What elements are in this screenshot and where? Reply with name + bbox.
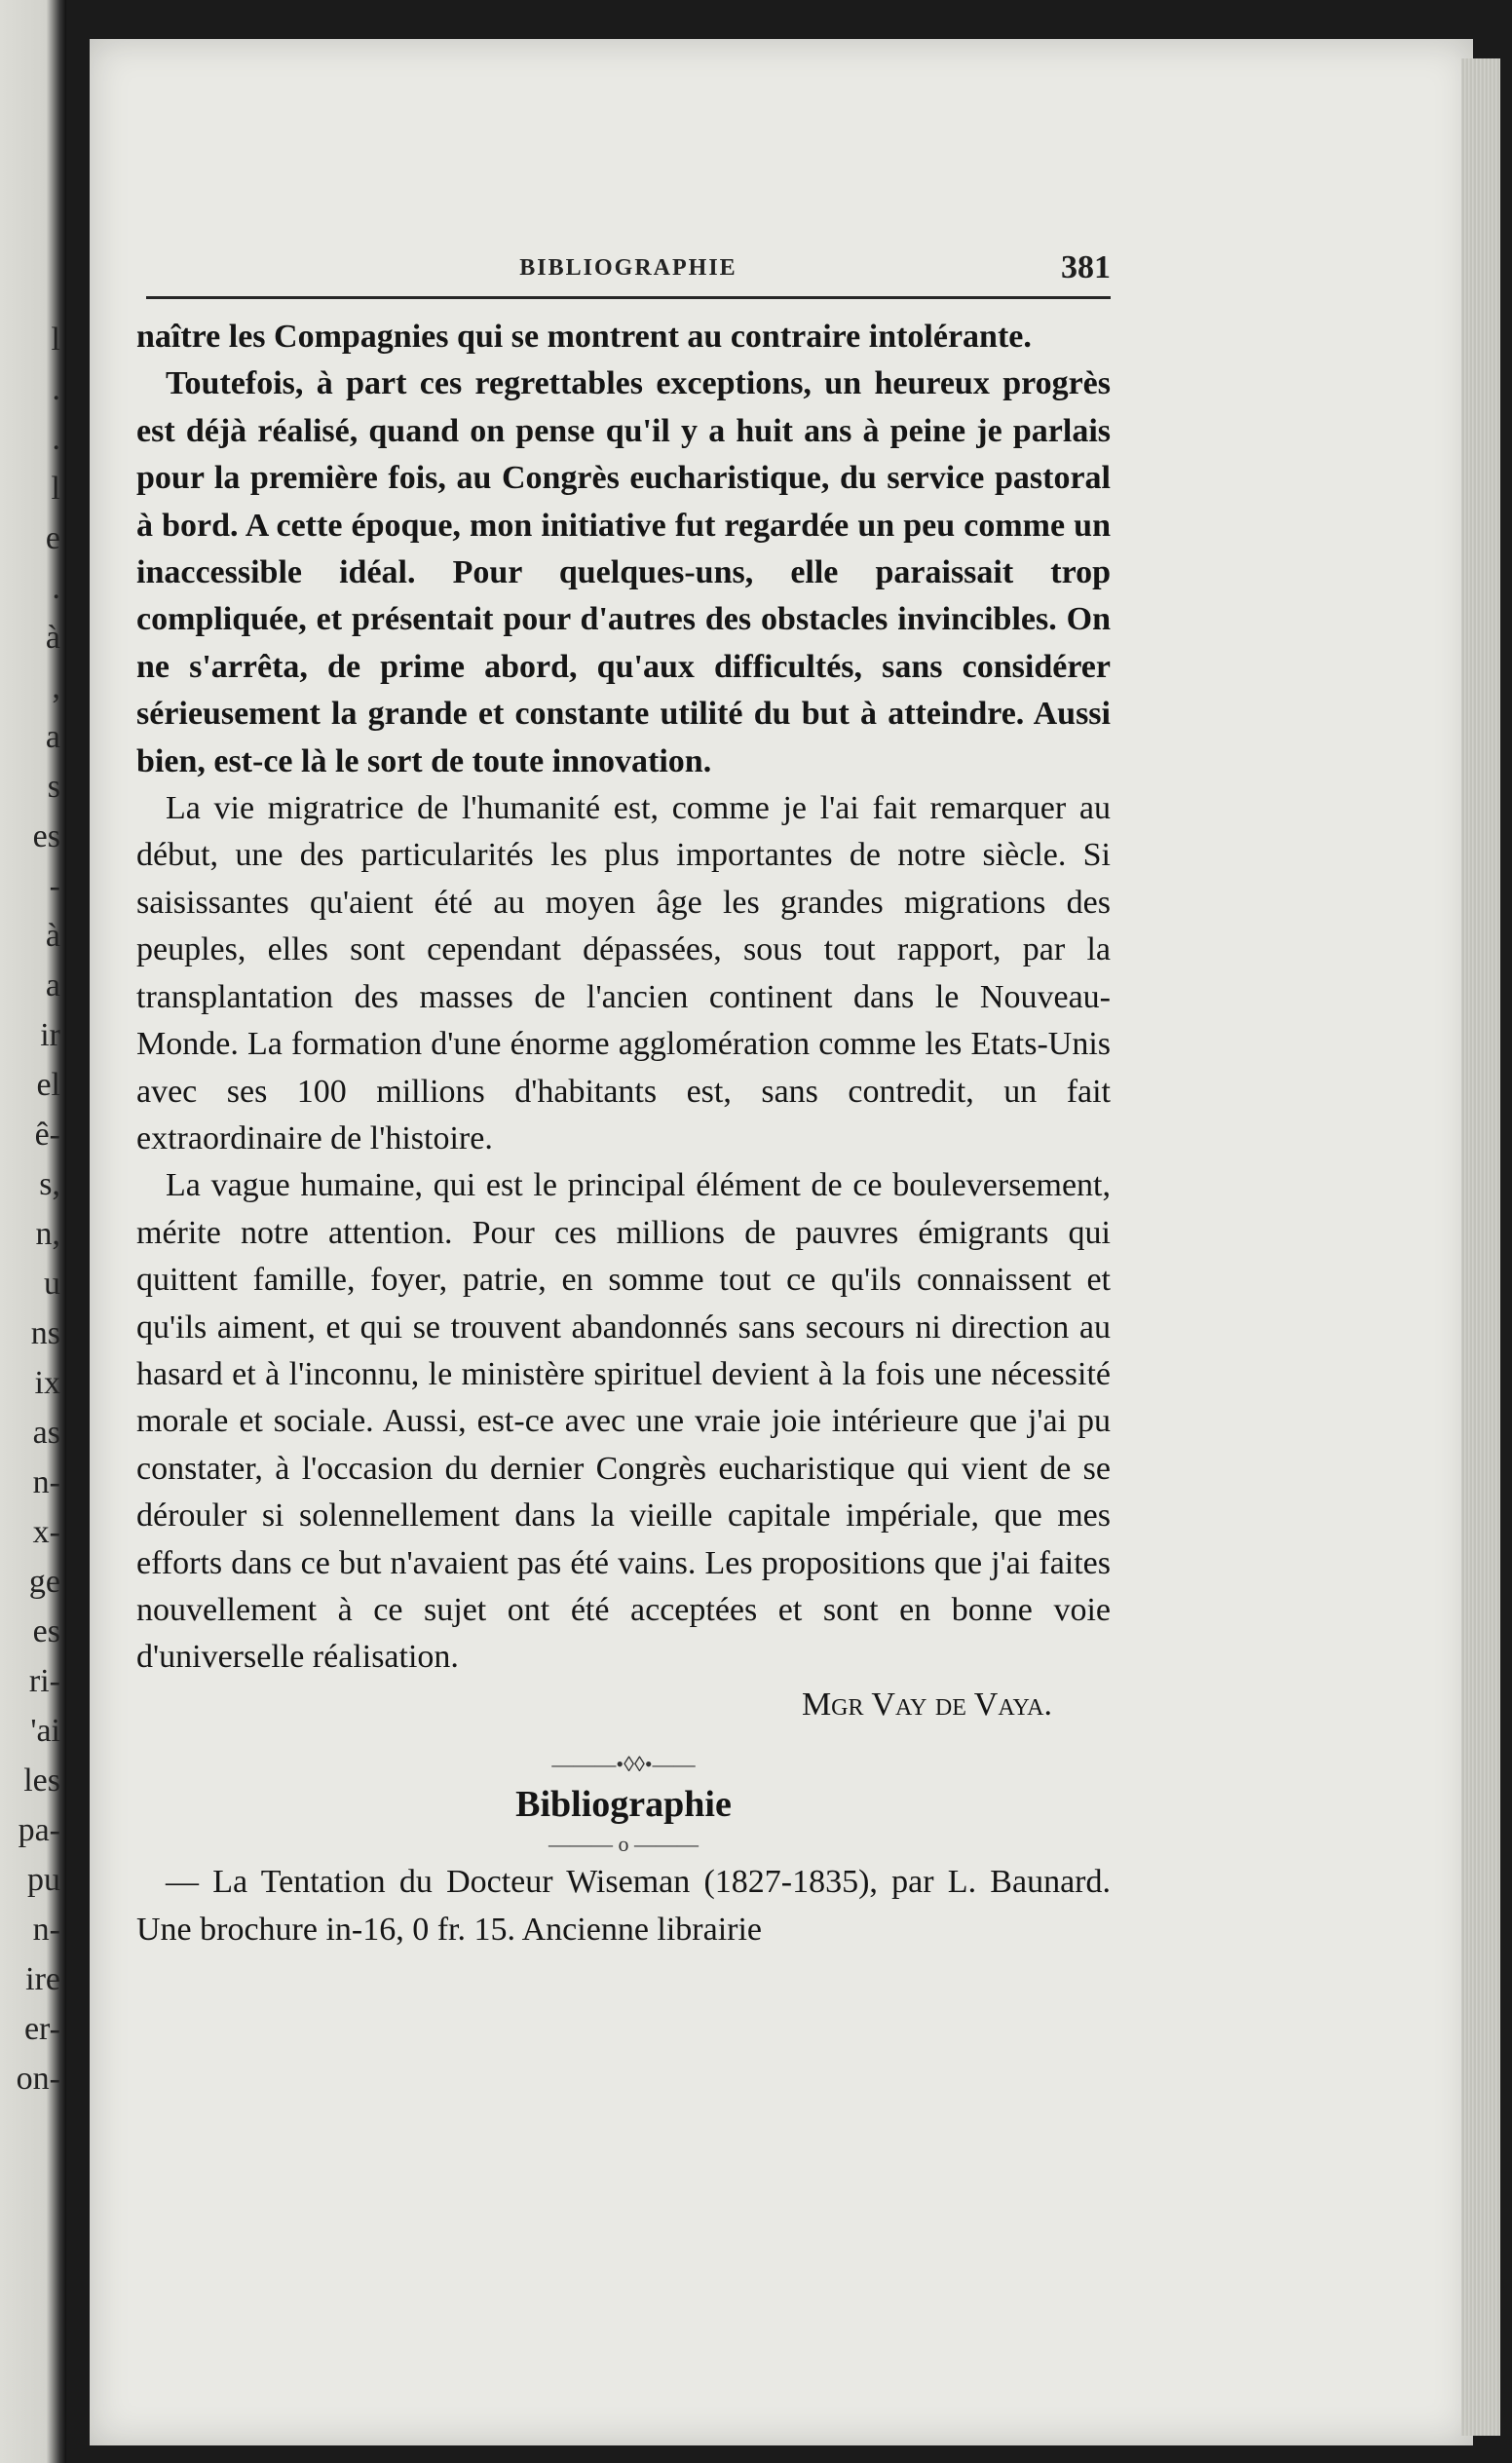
facing-page-fragment: ri- [28, 1663, 60, 1699]
page-header [146, 249, 1111, 302]
page-stack-edge [1461, 58, 1500, 2436]
facing-page-fragment: ire [25, 1961, 60, 1997]
facing-page-fragment: ns [30, 1315, 60, 1351]
facing-page-fragment: n- [32, 1464, 60, 1500]
facing-page-fragment: a [45, 967, 60, 1004]
facing-page-fragment: ge [28, 1564, 60, 1600]
facing-page-fragment: on- [16, 2061, 60, 2097]
facing-page-fragment: ê- [34, 1117, 60, 1153]
adjacent-page-edge [0, 0, 66, 2463]
author-signature: Mgr Vay de Vaya. [801, 1686, 1052, 1723]
facing-page-fragment: pa- [18, 1812, 60, 1848]
facing-page-fragment: a [45, 719, 60, 755]
facing-page-fragment: n, [35, 1216, 60, 1252]
facing-page-fragment: les [23, 1762, 60, 1799]
facing-page-fragment: - [49, 868, 60, 904]
facing-page-fragment: l [51, 322, 60, 358]
bibliography-entry: — La Tentation du Docteur Wiseman (1827-1835), par L. Baunard. Une brochure in-16, 0 fr. 15. Ancienne librairie [136, 1864, 1111, 1948]
facing-page-fragment: , [52, 669, 60, 705]
facing-page-fragment: l [51, 471, 60, 507]
page-number: 381 [1061, 249, 1111, 285]
paragraph: La vague humaine, qui est le principal élément de ce bouleversement, mérite notre attention. Pour ces millions de pauvres émigrants qui quittent famille, foyer, patrie, en somme tout ce qu'ils connaissent et qu'ils aiment, et qui se trouvent abandonnés sans secours ni direction au hasard et à l'inconnu, le ministère spirituel devient à la fois une nécessité morale et sociale. Aussi, est-ce avec une vraie joie intérieure que j'ai pu constater, à l'occasion du dernier Congrès eucharistique qui vient de se dérouler si solennellement dans la vieille capitale impériale, que mes efforts dans ce but n'avaient pas été vains. Les propositions que j'ai faites nouvellement à ce sujet ont été acceptées et sont en bonne voie d'universelle réalisation. [136, 1167, 1111, 1676]
facing-page-fragment: e [45, 520, 60, 556]
facing-page-fragment: es [32, 1613, 60, 1649]
facing-page-fragment: . [52, 371, 60, 407]
ornament-divider-small: ——— o ——— [548, 1832, 699, 1857]
facing-page-fragment: es [32, 818, 60, 854]
facing-page-fragment: el [36, 1067, 60, 1103]
running-title: BIBLIOGRAPHIE [519, 255, 737, 281]
facing-page-fragment: s, [39, 1166, 60, 1202]
facing-page-fragment: u [44, 1266, 60, 1302]
facing-page-fragment: ix [34, 1365, 60, 1401]
facing-page-fragment: s [47, 769, 60, 805]
facing-page-fragment: x- [32, 1514, 60, 1550]
facing-page-fragment: n- [32, 1912, 60, 1948]
facing-page-fragment: à [45, 620, 60, 656]
facing-page-fragment: 'ai [30, 1713, 60, 1749]
paragraph: La vie migratrice de l'humanité est, comme je l'ai fait remarquer au début, une des particularités les plus importantes de notre siècle. Si saisissantes qu'aient été au moyen âge les grandes migrations des peuples, elles sont cependant dépassées, sous tout rapport, par la transplantation des masses de l'ancien continent dans le Nouveau-Monde. La formation d'une énorme agglomération comme les Etats-Unis avec ses 100 millions d'habitants est, sans contredit, un fait extraordinaire de l'histoire. [136, 790, 1111, 1156]
section-heading: Bibliographie [515, 1784, 732, 1826]
facing-page-fragment: . [52, 570, 60, 606]
facing-page-fragment: à [45, 918, 60, 954]
body-text [136, 314, 1111, 1953]
facing-page-fragment: pu [27, 1862, 60, 1898]
facing-page-fragment: er- [23, 2011, 60, 2047]
facing-page-fragment: as [32, 1415, 60, 1451]
paragraph: Toutefois, à part ces regrettables exceptions, un heureux progrès est déjà réalisé, quand on pense qu'il y a huit ans à peine je parlais pour la première fois, au Congrès eucharistique, du service pastoral à bord. A cette époque, mon initiative fut regardée un peu comme un inaccessible idéal. Pour quelques-uns, elle paraissait trop compliquée, et présentait pour d'autres des obstacles invincibles. On ne s'arrêta, de prime abord, qu'aux difficultés, sans considérer sérieusement la grande et constante utilité du but à atteindre. Aussi bien, est-ce là le sort de toute innovation. [136, 365, 1111, 779]
paragraph-continuation: naître les Compagnies qui se montrent au contraire intolérante. [136, 319, 1032, 355]
facing-page-fragment: ir [40, 1017, 60, 1053]
facing-page-fragment: . [52, 421, 60, 457]
ornament-divider: ———•◊◊•—— [551, 1752, 696, 1777]
header-rule [146, 296, 1111, 299]
